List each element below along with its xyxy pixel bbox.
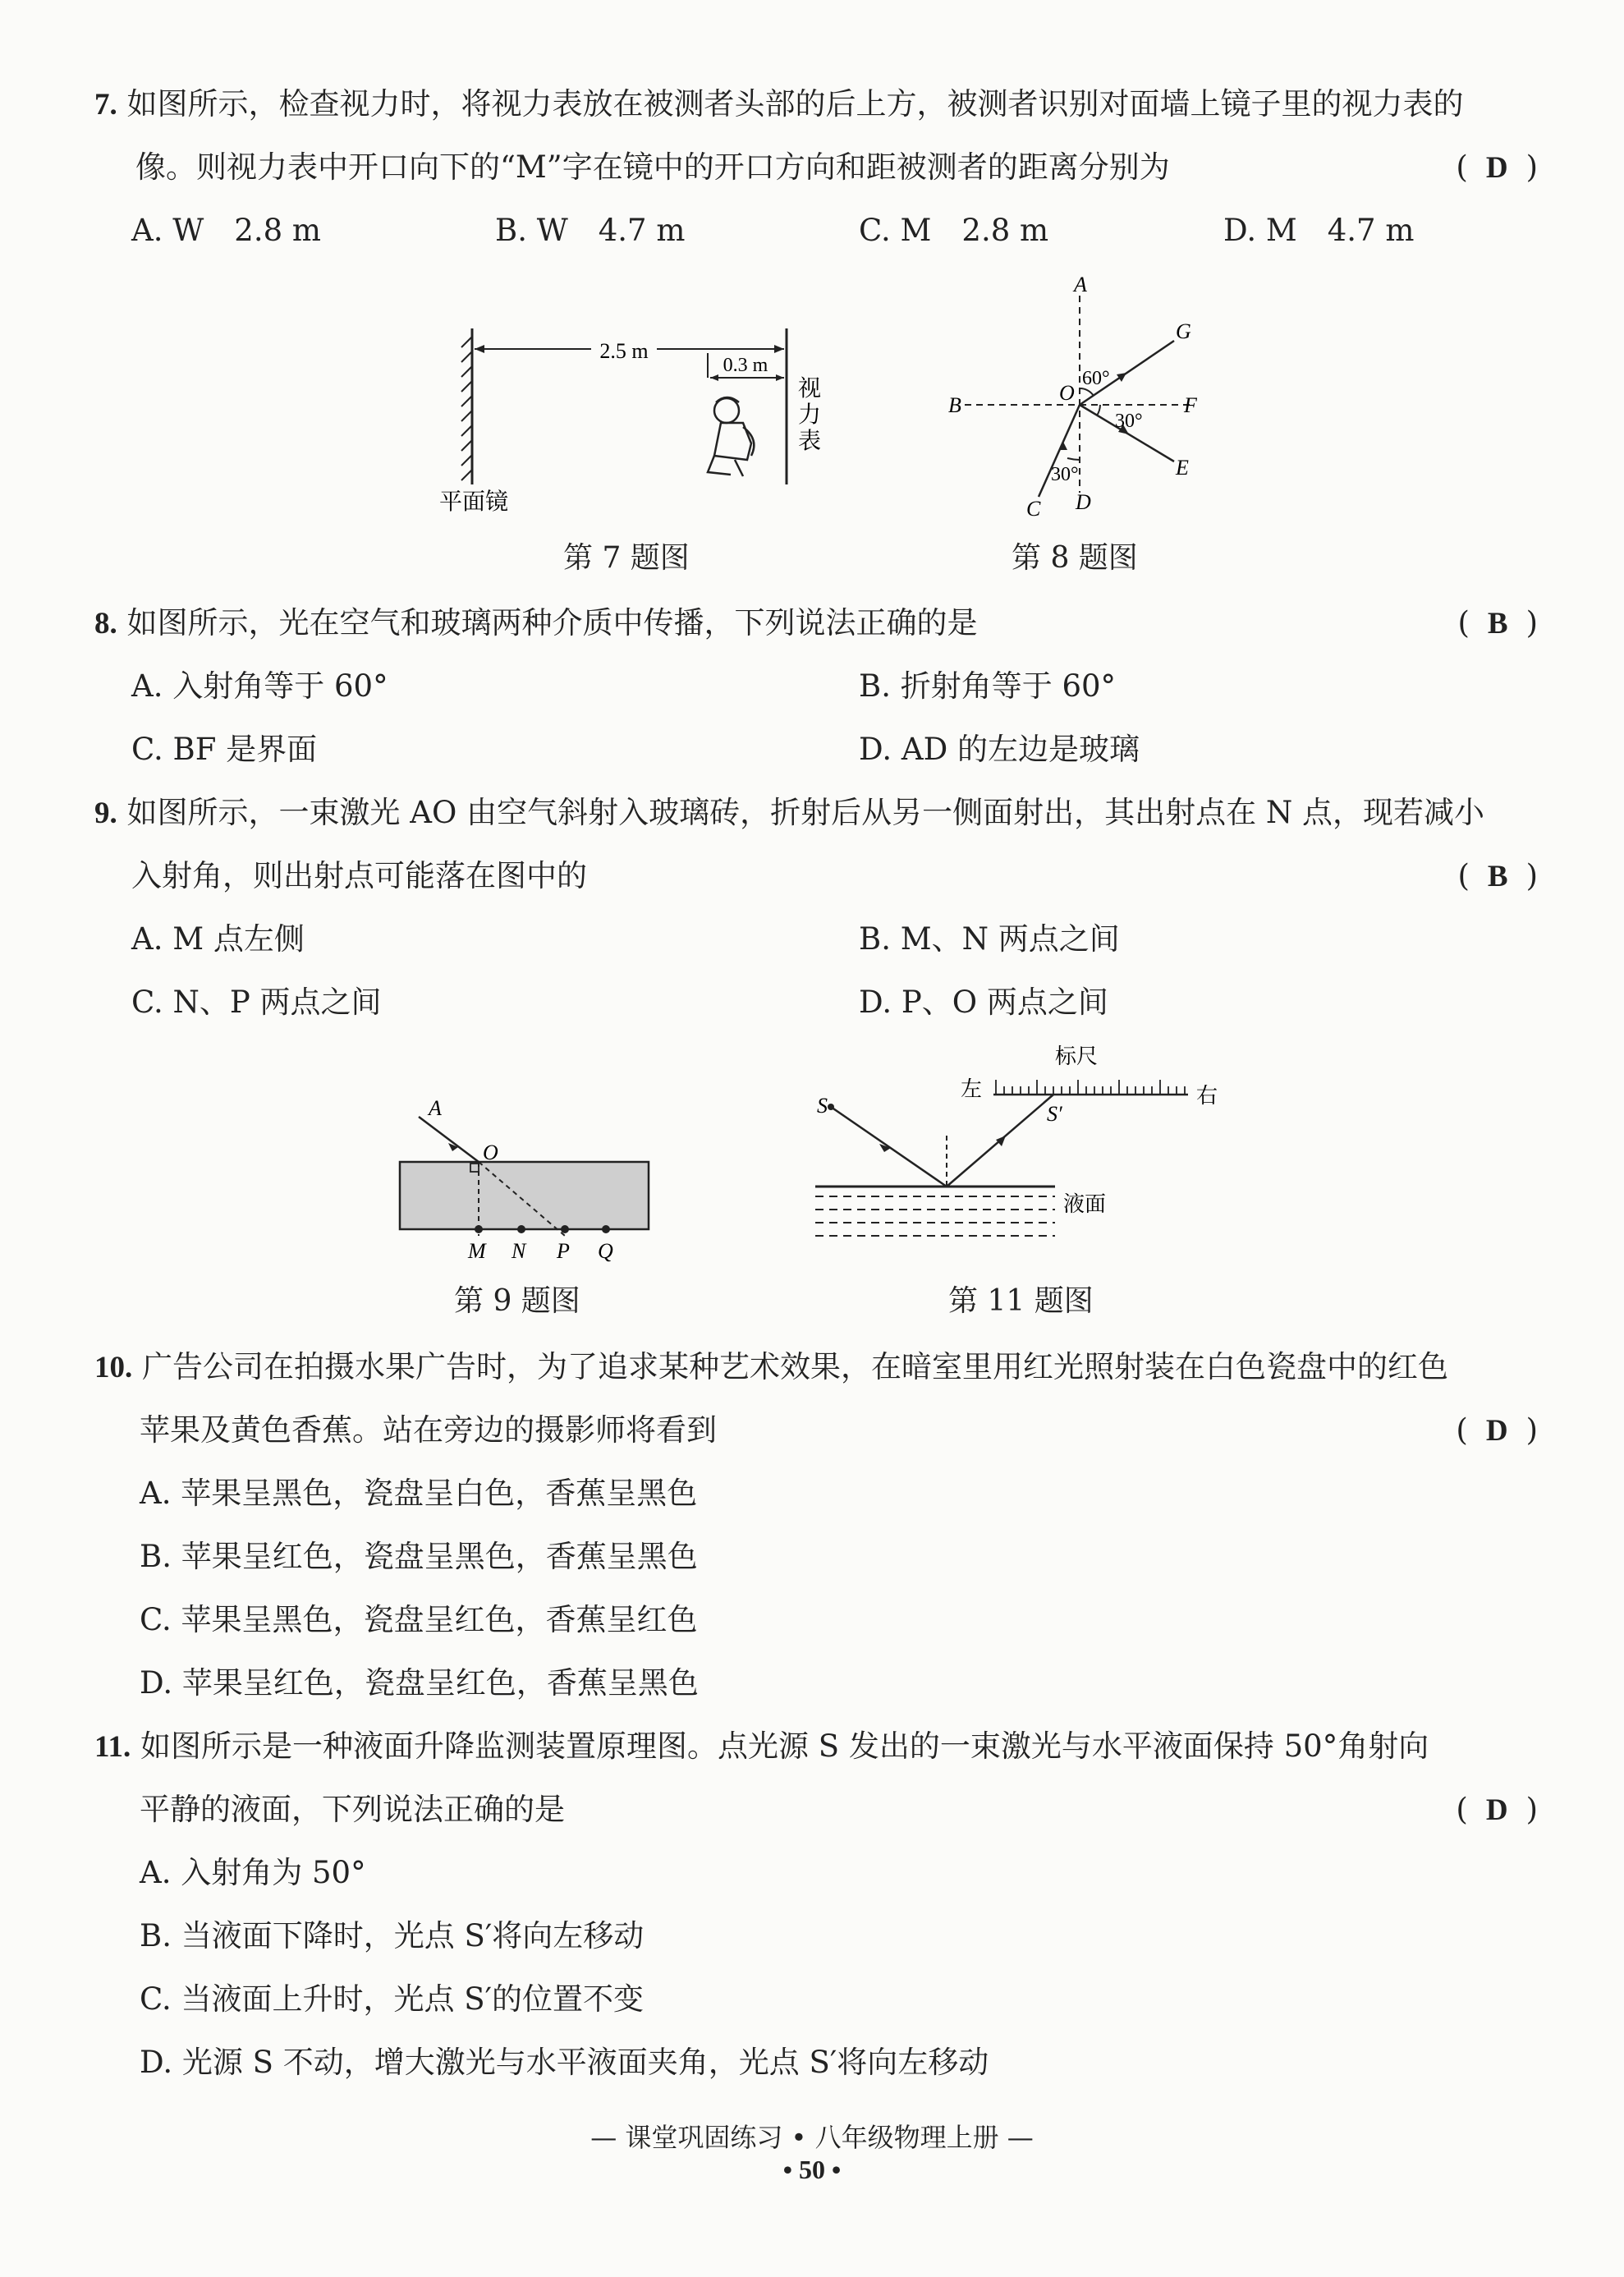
q8-option-d: D. AD 的左边是玻璃 xyxy=(859,732,1140,767)
angle-30-bottom: 30° xyxy=(1051,464,1079,485)
q7-number: 7. xyxy=(94,88,117,122)
figure-9 xyxy=(386,1084,665,1269)
label-A: A xyxy=(429,1096,442,1120)
q7-option-c: C. M 2.8 m xyxy=(859,213,1049,248)
label-F: F xyxy=(1184,393,1197,417)
q10-answer: ( D ) xyxy=(1456,1412,1538,1448)
q9-option-c: C. N、P 两点之间 xyxy=(131,985,382,1020)
chart-label-3: 表 xyxy=(798,429,822,454)
liquid-dashes xyxy=(815,1196,1055,1236)
dist-chart-label: 0.3 m xyxy=(723,355,768,376)
incident-ray xyxy=(419,1117,479,1162)
label-A: A xyxy=(1074,273,1087,296)
q8-number: 8. xyxy=(94,607,117,640)
incident-beam xyxy=(831,1107,947,1187)
ruler-label: 标尺 xyxy=(1055,1044,1099,1068)
q7-line2: 像。则视力表中开口向下的“M”字在镜中的开口方向和距被测者的距离分别为 xyxy=(135,149,1170,185)
mirror-label: 平面镜 xyxy=(439,489,509,515)
q7-option-b: B. W 4.7 m xyxy=(495,213,686,248)
q7-answer: ( D ) xyxy=(1456,149,1538,185)
q7-line1 xyxy=(94,85,1464,125)
label-D: D xyxy=(1076,490,1091,514)
q9-option-a: A. M 点左侧 xyxy=(131,921,305,957)
q10-option-d: D. 苹果呈红色，瓷盘呈红色，香蕉呈黑色 xyxy=(140,1665,699,1701)
q7-text1: 如图所示，检查视力时，将视力表放在被测者头部的后上方，被测者识别对面墙上镜子里的视力表的 xyxy=(126,86,1464,122)
q11-option-d: D. 光源 S 不动，增大激光与水平液面夹角，光点 S′将向左移动 xyxy=(140,2045,989,2080)
person-figure xyxy=(708,397,754,476)
q8-text1: 如图所示，光在空气和玻璃两种介质中传播，下列说法正确的是 xyxy=(126,605,978,640)
label-N: N xyxy=(512,1239,526,1263)
label-M: M xyxy=(468,1239,486,1263)
q8-option-b: B. 折射角等于 60° xyxy=(859,668,1117,704)
q9-line1 xyxy=(94,793,1484,833)
fig8-caption: 第 8 题图 xyxy=(1012,541,1138,575)
label-C: C xyxy=(1026,497,1041,517)
figure-8 xyxy=(944,271,1223,517)
q8-answer: ( B ) xyxy=(1457,605,1538,640)
label-Q: Q xyxy=(598,1239,613,1263)
q11-option-c: C. 当液面上升时，光点 S′的位置不变 xyxy=(140,1981,645,2017)
label-B: B xyxy=(948,393,961,417)
label-S-prime: S′ xyxy=(1047,1102,1062,1126)
q9-number: 9. xyxy=(94,796,117,830)
q10-number: 10. xyxy=(94,1351,133,1384)
label-G: G xyxy=(1176,319,1191,343)
figure-11 xyxy=(809,1039,1236,1260)
q10-option-c: C. 苹果呈黑色，瓷盘呈红色，香蕉呈红色 xyxy=(140,1602,698,1637)
q11-answer: ( D ) xyxy=(1456,1792,1538,1827)
ruler-ticks xyxy=(996,1080,1185,1095)
surface-label: 液面 xyxy=(1063,1192,1107,1216)
fig9-caption: 第 9 题图 xyxy=(454,1284,580,1318)
q11-option-a: A. 入射角为 50° xyxy=(140,1855,366,1890)
label-O: O xyxy=(1059,381,1075,405)
angle-60: 60° xyxy=(1082,368,1110,389)
fig7-caption: 第 7 题图 xyxy=(563,541,690,575)
q10-text1: 广告公司在拍摄水果广告时，为了追求某种艺术效果，在暗室里用红光照射装在白色瓷盘中的红色 xyxy=(142,1349,1449,1384)
q9-option-b: B. M、N 两点之间 xyxy=(859,921,1120,957)
q8-line1 xyxy=(94,604,978,644)
footer-book-title: — 课堂巩固练习 • 八年级物理上册 — xyxy=(590,2122,1034,2153)
q10-line1 xyxy=(94,1347,1448,1388)
angle-30-right: 30° xyxy=(1115,411,1143,432)
fig11-caption: 第 11 题图 xyxy=(948,1284,1094,1318)
label-S: S xyxy=(817,1094,828,1118)
q10-line2: 苹果及黄色香蕉。站在旁边的摄影师将看到 xyxy=(140,1412,717,1448)
q11-number: 11. xyxy=(94,1730,131,1764)
q9-answer: ( B ) xyxy=(1457,858,1538,893)
chart-label-1: 视 xyxy=(798,376,822,402)
q10-option-a: A. 苹果呈黑色，瓷盘呈白色，香蕉呈黑色 xyxy=(140,1476,698,1511)
chart-label-2: 力 xyxy=(798,402,822,428)
mirror-hatch xyxy=(461,337,472,480)
figure-7 xyxy=(419,320,846,521)
q9-text1: 如图所示，一束激光 AO 由空气斜射入玻璃砖，折射后从另一侧面射出，其出射点在 N 点，现若减小 xyxy=(126,795,1484,830)
q11-option-b: B. 当液面下降时，光点 S′将向左移动 xyxy=(140,1918,645,1953)
q7-option-a: A. W 2.8 m xyxy=(131,213,321,248)
q11-line1 xyxy=(94,1727,1429,1767)
q9-line2: 入射角，则出射点可能落在图中的 xyxy=(131,858,587,893)
q8-option-c: C. BF 是界面 xyxy=(131,732,318,767)
right-label: 右 xyxy=(1196,1084,1218,1108)
q7-option-d: D. M 4.7 m xyxy=(1223,213,1415,248)
q8-option-a: A. 入射角等于 60° xyxy=(131,668,388,704)
left-label: 左 xyxy=(961,1077,983,1101)
glass-block xyxy=(400,1162,649,1229)
q11-text1: 如图所示是一种液面升降监测装置原理图。点光源 S 发出的一束激光与水平液面保持 50°角射向 xyxy=(140,1728,1429,1764)
q10-option-b: B. 苹果呈红色，瓷盘呈黑色，香蕉呈黑色 xyxy=(140,1539,698,1574)
q9-option-d: D. P、O 两点之间 xyxy=(859,985,1108,1020)
label-E: E xyxy=(1176,456,1189,480)
q11-line2: 平静的液面，下列说法正确的是 xyxy=(140,1792,565,1827)
label-P: P xyxy=(557,1239,570,1263)
dist-mirror-label: 2.5 m xyxy=(599,339,649,363)
label-O: O xyxy=(483,1141,498,1164)
page-number: • 50 • xyxy=(782,2155,842,2184)
